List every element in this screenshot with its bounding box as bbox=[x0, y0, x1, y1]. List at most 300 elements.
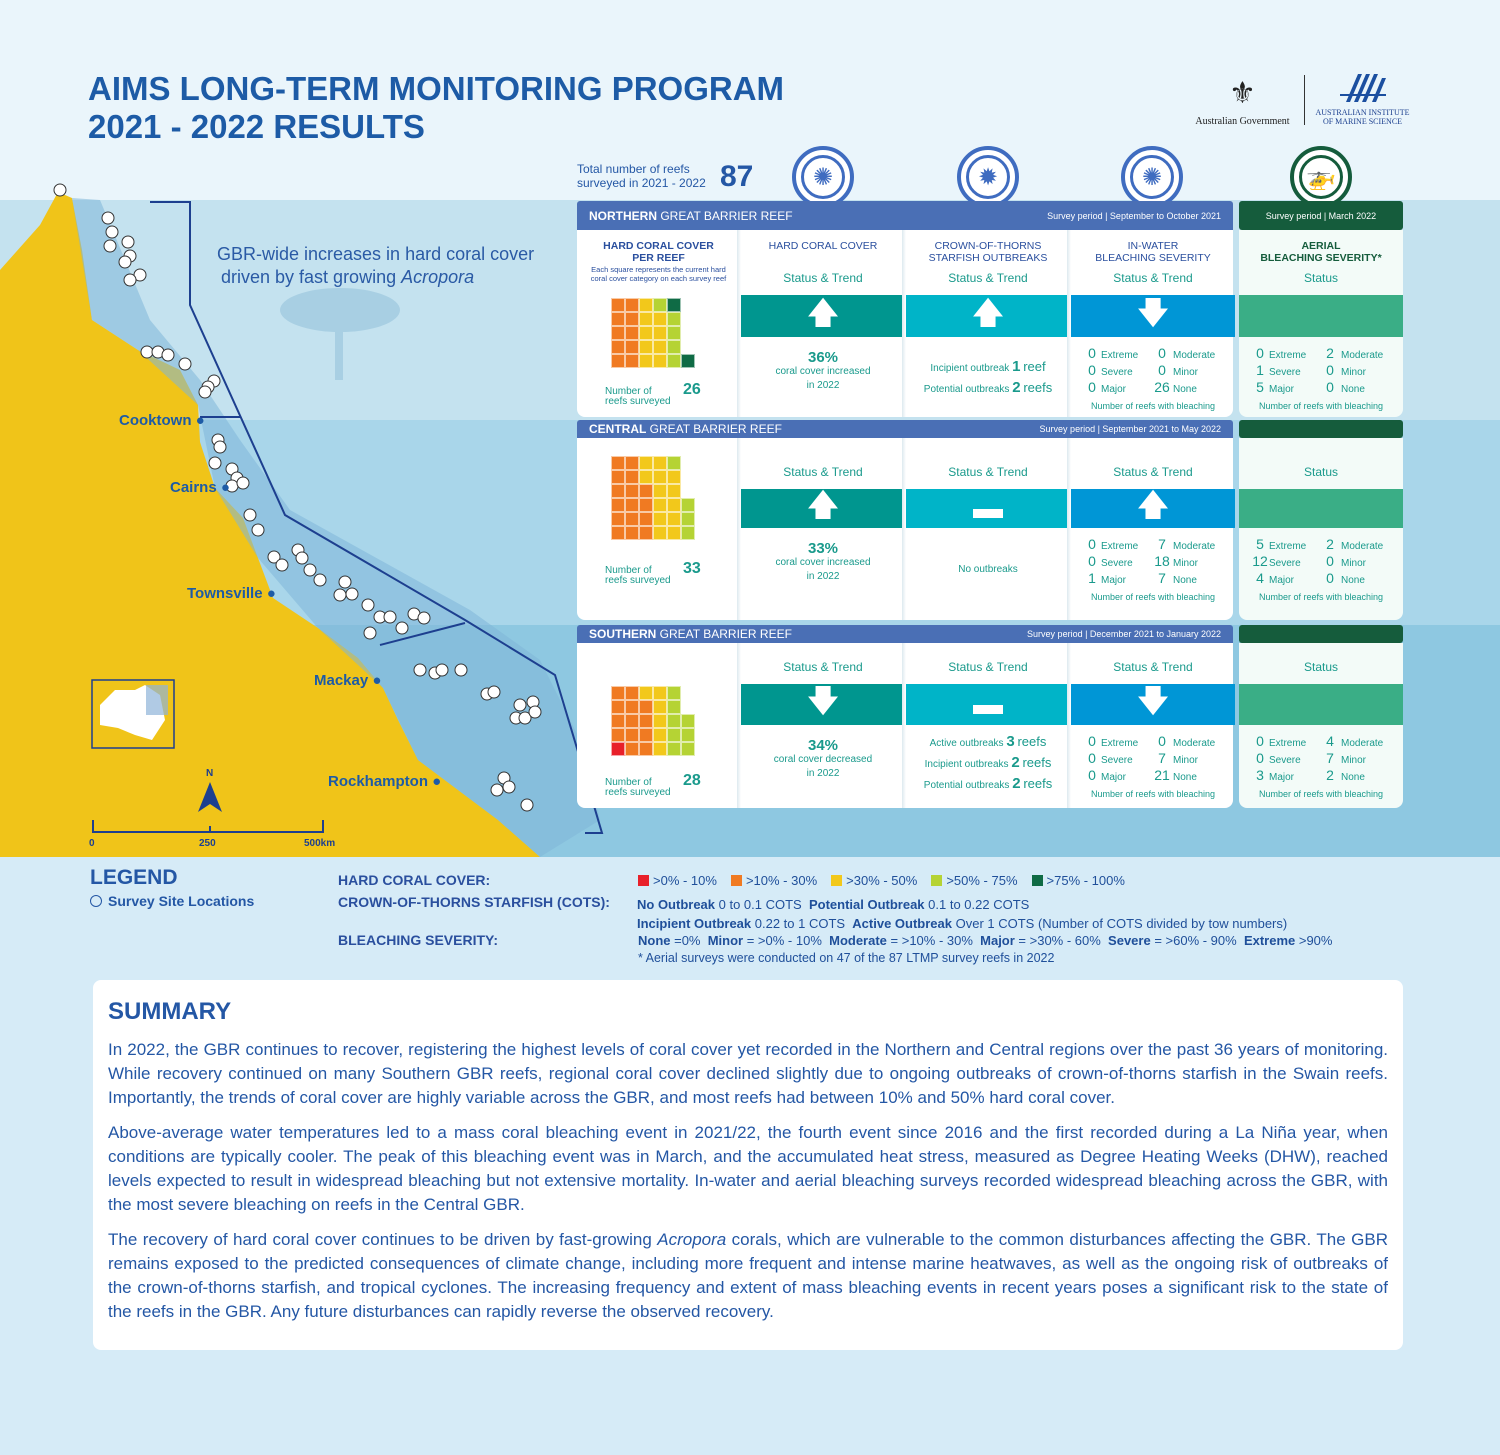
hcc-trend-band bbox=[741, 295, 905, 337]
survey-site-marker[interactable] bbox=[104, 240, 116, 252]
survey-site-marker[interactable] bbox=[491, 784, 503, 796]
hcc-per-reef-note: Each square represents the current hard bbox=[591, 265, 726, 274]
severity-count: 0 bbox=[1158, 362, 1166, 378]
survey-site-marker[interactable] bbox=[214, 441, 226, 453]
aerial-counts bbox=[1251, 345, 1401, 395]
severity-label: Major bbox=[1101, 575, 1127, 586]
hard-coral-icon: ✺ bbox=[792, 146, 854, 208]
coral-cover-square bbox=[653, 742, 667, 756]
cots-line bbox=[906, 381, 1070, 397]
severity-count: 0 bbox=[1158, 345, 1166, 361]
severity-count: 0 bbox=[1256, 750, 1264, 766]
reefs-count: 26 bbox=[683, 381, 701, 398]
aims-wave-icon bbox=[1338, 72, 1388, 106]
coral-cover-square bbox=[667, 526, 681, 540]
cots-line bbox=[906, 756, 1070, 772]
title-line-2: 2021 - 2022 RESULTS bbox=[88, 108, 425, 145]
coral-cover-square bbox=[667, 728, 681, 742]
hcc-value bbox=[741, 739, 905, 781]
legend-hcc-label: >50% - 75% bbox=[946, 873, 1018, 888]
legend-survey-sites: Survey Site Locations bbox=[90, 893, 254, 909]
survey-site-marker[interactable] bbox=[296, 552, 308, 564]
coral-cover-square bbox=[611, 340, 625, 354]
coral-cover-square bbox=[639, 742, 653, 756]
status-label: Status bbox=[1303, 660, 1339, 674]
aerial-counts bbox=[1251, 733, 1401, 783]
cots-text: No outbreaks bbox=[958, 564, 1018, 575]
severity-count: 7 bbox=[1158, 750, 1166, 766]
central-inwater-column bbox=[1071, 438, 1235, 620]
region-name-rest: GREAT BARRIER REEF bbox=[646, 422, 782, 436]
cots-unit: reefs bbox=[1022, 755, 1052, 770]
coral-cover-square bbox=[653, 470, 667, 484]
southern-aerial-header bbox=[1239, 625, 1403, 643]
cots-line bbox=[906, 777, 1070, 793]
cots-unit: reefs bbox=[1023, 776, 1053, 791]
coral-cover-square bbox=[667, 354, 681, 368]
legend-term: Potential Outbreak bbox=[808, 897, 925, 912]
severity-count: 4 bbox=[1326, 733, 1334, 749]
survey-site-marker[interactable] bbox=[102, 212, 114, 224]
coral-cover-square bbox=[625, 686, 639, 700]
legend bbox=[90, 866, 254, 909]
coral-cover-square bbox=[611, 456, 625, 470]
inset-highlight bbox=[146, 685, 168, 715]
coral-cover-square bbox=[611, 700, 625, 714]
survey-site-marker[interactable] bbox=[339, 576, 351, 588]
survey-site-marker[interactable] bbox=[414, 664, 426, 676]
severity-label: Extreme bbox=[1101, 738, 1139, 749]
cots-label: Incipient outbreak bbox=[930, 363, 1010, 374]
scale-label-250: 250 bbox=[199, 838, 216, 849]
legend-term: Minor bbox=[707, 933, 744, 948]
legend-hcc-label: >75% - 100% bbox=[1046, 873, 1125, 888]
coral-cover-square bbox=[625, 298, 639, 312]
coral-cover-square bbox=[625, 484, 639, 498]
severity-count: 0 bbox=[1326, 570, 1334, 586]
legend-hcc-item bbox=[1032, 873, 1125, 888]
survey-site-marker[interactable] bbox=[334, 589, 346, 601]
survey-site-marker[interactable] bbox=[209, 457, 221, 469]
coral-cover-square bbox=[625, 700, 639, 714]
legend-desc: = >30% - 60% bbox=[1014, 933, 1109, 948]
severity-count: 0 bbox=[1088, 379, 1096, 395]
survey-site-marker[interactable] bbox=[418, 612, 430, 624]
summary-card bbox=[93, 980, 1403, 1350]
coral-cover-square bbox=[639, 714, 653, 728]
coral-cover-square bbox=[639, 512, 653, 526]
coral-cover-square bbox=[639, 470, 653, 484]
coral-cover-square bbox=[611, 312, 625, 326]
aerial-counts bbox=[1251, 536, 1401, 586]
helicopter-icon: 🚁 bbox=[1290, 146, 1352, 208]
city-townsville: Townsville ● bbox=[187, 585, 276, 602]
legend-term: Extreme bbox=[1243, 933, 1296, 948]
coral-cover-square bbox=[611, 470, 625, 484]
coral-cover-square bbox=[625, 498, 639, 512]
coral-cover-square bbox=[639, 484, 653, 498]
summary-paragraph: Above-average water temperatures led to a mass coral bleaching event in 2021/22, the fourth event since 2016 and the first recorded during a La Niña year, when conditions are typically cooler. The peak of this bleaching event was in March, and the accumulated heat stress, measured as Degree Heating Weeks (DHW), reached levels expected to result in widespread bleaching but not extensive mortality. In-water and aerial bleaching surveys recorded widespread bleaching across the GBR, with the most severe bleaching on reefs in the Central GBR. bbox=[108, 1123, 1388, 1214]
coral-cover-square bbox=[611, 686, 625, 700]
severity-label: Moderate bbox=[1341, 541, 1384, 552]
status-trend-label: Status & Trend bbox=[1113, 660, 1193, 674]
survey-site-marker[interactable] bbox=[503, 781, 515, 793]
coral-cover-square bbox=[653, 498, 667, 512]
coral-cover-square bbox=[653, 714, 667, 728]
severity-count: 26 bbox=[1154, 379, 1170, 395]
hcc-value bbox=[741, 542, 905, 584]
reefs-count: 33 bbox=[683, 560, 701, 577]
central-coral-grid-column bbox=[577, 438, 740, 620]
northern-hcc-column bbox=[741, 230, 905, 417]
hcc-text: in 2022 bbox=[806, 571, 840, 582]
starfish-icon: ✹ bbox=[957, 146, 1019, 208]
cots-count: 1 bbox=[1012, 358, 1021, 375]
severity-label: Major bbox=[1101, 772, 1127, 783]
northern-region-name bbox=[589, 209, 793, 223]
cots-title: CROWN-OF-THORNS bbox=[934, 240, 1042, 252]
coral-cover-square bbox=[611, 728, 625, 742]
survey-site-marker[interactable] bbox=[488, 686, 500, 698]
australian-government-logo bbox=[1190, 72, 1295, 127]
summary-paragraph: The recovery of hard coral cover continues to be driven by fast-growing Acropora corals, which are vulnerable to the common disturbances affecting the GBR. The GBR remains exposed to the predicted consequences of climate change, including more frequent and intense marine heatwaves, as well as the ongoing risk of outbreaks of the crown-of-thorns starfish, and tropical cyclones. The increasing frequency and extent of mass bleaching events in recent years poses a significant risk to the state of the reefs in the GBR. Any future disturbances can rapidly reverse the observed recovery. bbox=[108, 1230, 1388, 1321]
survey-site-marker[interactable] bbox=[54, 184, 66, 196]
no-change-icon: ▬ bbox=[973, 491, 1003, 525]
coral-cover-square bbox=[611, 354, 625, 368]
arrow-up-icon: 🡅 bbox=[807, 489, 839, 522]
cots-count: 2 bbox=[1012, 379, 1021, 396]
southern-aerial-column bbox=[1239, 643, 1403, 808]
survey-site-marker[interactable] bbox=[436, 664, 448, 676]
severity-count: 0 bbox=[1256, 733, 1264, 749]
coral-cover-square bbox=[681, 728, 695, 742]
coral-cover-square bbox=[667, 484, 681, 498]
cots-trend-band bbox=[906, 684, 1070, 725]
coral-cover-square bbox=[653, 686, 667, 700]
cots-line bbox=[906, 360, 1070, 376]
coral-cover-square bbox=[639, 312, 653, 326]
legend-desc: >90% bbox=[1295, 933, 1333, 948]
coral-cover-square bbox=[611, 498, 625, 512]
legend-desc: =0% bbox=[670, 933, 708, 948]
survey-site-marker[interactable] bbox=[364, 627, 376, 639]
coral-cover-square bbox=[625, 456, 639, 470]
coral-cover-square bbox=[667, 470, 681, 484]
inwater-counts bbox=[1083, 733, 1233, 783]
hcc-title: HARD CORAL COVER bbox=[768, 240, 878, 252]
survey-site-marker[interactable] bbox=[276, 559, 288, 571]
severity-label: Moderate bbox=[1173, 541, 1216, 552]
hcc-per-reef-title: PER REEF bbox=[632, 252, 685, 264]
northern-coral-grid-column bbox=[577, 230, 740, 417]
severity-label: None bbox=[1173, 384, 1197, 395]
survey-site-marker[interactable] bbox=[237, 477, 249, 489]
northern-panel bbox=[577, 230, 1233, 417]
status-trend-label: Status & Trend bbox=[783, 465, 863, 479]
severity-label: Extreme bbox=[1269, 738, 1307, 749]
severity-label: Severe bbox=[1101, 558, 1133, 569]
legend-title: LEGEND bbox=[90, 866, 178, 889]
map-headline-italic: Acropora bbox=[401, 267, 475, 287]
severity-label: Severe bbox=[1269, 755, 1301, 766]
coral-cover-square bbox=[681, 498, 695, 512]
severity-label: Minor bbox=[1173, 755, 1199, 766]
region-name-strong: CENTRAL bbox=[589, 422, 647, 436]
severity-label: None bbox=[1341, 772, 1365, 783]
hcc-percent: 36% bbox=[807, 349, 839, 366]
southern-aerial-panel bbox=[1239, 643, 1403, 808]
scale-label-500: 500km bbox=[304, 838, 336, 849]
hcc-text: in 2022 bbox=[806, 380, 840, 391]
arrow-down-icon: 🡇 bbox=[807, 685, 839, 718]
coral-cover-square bbox=[653, 312, 667, 326]
arrow-down-icon: 🡇 bbox=[1137, 685, 1169, 718]
legend-term: Severe bbox=[1108, 933, 1151, 948]
bleached-coral-icon: ✺ bbox=[1121, 146, 1183, 208]
coral-cover-square bbox=[611, 512, 625, 526]
legend-hcc-item bbox=[831, 873, 917, 888]
legend-swatch bbox=[1032, 875, 1043, 886]
southern-hcc-column bbox=[741, 643, 905, 808]
survey-site-marker[interactable] bbox=[106, 226, 118, 238]
legend-term: Major bbox=[980, 933, 1015, 948]
cots-unit: reef bbox=[1023, 359, 1046, 374]
severity-count: 3 bbox=[1256, 767, 1264, 783]
page-title bbox=[88, 70, 784, 146]
arrow-up-icon: 🡅 bbox=[1137, 489, 1169, 522]
reefs-label: Number of bbox=[605, 565, 652, 576]
aims-logo-line-2: OF MARINE SCIENCE bbox=[1322, 117, 1403, 126]
severity-label: Minor bbox=[1173, 367, 1199, 378]
map-headline bbox=[217, 243, 534, 289]
severity-count: 21 bbox=[1154, 767, 1170, 783]
severity-label: None bbox=[1173, 575, 1197, 586]
northern-region-header bbox=[577, 201, 1233, 230]
coral-cover-square bbox=[667, 340, 681, 354]
central-hcc-column bbox=[741, 438, 905, 620]
severity-count: 4 bbox=[1256, 570, 1264, 586]
coral-cover-square bbox=[667, 456, 681, 470]
total-reefs-value: 87 bbox=[720, 160, 754, 193]
aerial-status-band bbox=[1239, 295, 1403, 337]
coral-cover-square bbox=[653, 340, 667, 354]
inwater-title: BLEACHING SEVERITY bbox=[1095, 252, 1211, 264]
survey-site-marker[interactable] bbox=[162, 349, 174, 361]
bleaching-footer: Number of reefs with bleaching bbox=[1258, 789, 1384, 799]
coral-cover-square bbox=[653, 298, 667, 312]
coral-cover-square bbox=[653, 326, 667, 340]
coral-cover-square bbox=[611, 298, 625, 312]
severity-label: Moderate bbox=[1341, 738, 1384, 749]
survey-site-marker[interactable] bbox=[346, 588, 358, 600]
legend-term: Moderate bbox=[829, 933, 887, 948]
severity-label: Major bbox=[1269, 772, 1295, 783]
bleaching-footer: Number of reefs with bleaching bbox=[1090, 592, 1216, 602]
northern-inwater-column bbox=[1071, 230, 1235, 417]
severity-label: Extreme bbox=[1269, 350, 1307, 361]
severity-count: 0 bbox=[1088, 362, 1096, 378]
cots-trend-band bbox=[906, 295, 1070, 337]
status-trend-label: Status & Trend bbox=[783, 271, 863, 285]
cots-count: 2 bbox=[1012, 775, 1021, 792]
severity-label: Moderate bbox=[1173, 350, 1216, 361]
coral-cover-square bbox=[667, 498, 681, 512]
status-trend-label: Status & Trend bbox=[783, 660, 863, 674]
legend-bleach-label: BLEACHING SEVERITY: bbox=[338, 932, 498, 948]
central-region-header bbox=[577, 420, 1233, 438]
survey-site-marker[interactable] bbox=[529, 706, 541, 718]
severity-count: 0 bbox=[1088, 345, 1096, 361]
severity-count: 2 bbox=[1326, 345, 1334, 361]
cots-count: 3 bbox=[1006, 733, 1015, 750]
survey-site-marker[interactable] bbox=[179, 358, 191, 370]
central-aerial-column bbox=[1239, 438, 1403, 620]
coral-cover-square bbox=[625, 312, 639, 326]
cots-title: STARFISH OUTBREAKS bbox=[928, 252, 1048, 264]
southern-cots-column bbox=[906, 643, 1070, 808]
gov-logo-text: Australian Government bbox=[1195, 116, 1290, 127]
legend-hcc-item bbox=[731, 873, 817, 888]
hcc-trend-band bbox=[741, 489, 905, 528]
survey-site-marker[interactable] bbox=[122, 236, 134, 248]
severity-label: Moderate bbox=[1341, 350, 1384, 361]
coral-cover-square bbox=[653, 512, 667, 526]
summary-title: SUMMARY bbox=[108, 998, 232, 1025]
region-name-strong: NORTHERN bbox=[589, 208, 657, 223]
severity-count: 0 bbox=[1158, 733, 1166, 749]
reefs-surveyed bbox=[605, 560, 701, 586]
survey-site-marker[interactable] bbox=[244, 509, 256, 521]
coat-of-arms-icon: ⚜ bbox=[1229, 77, 1256, 110]
coral-cover-square bbox=[639, 456, 653, 470]
bleaching-footer: Number of reefs with bleaching bbox=[1258, 592, 1384, 602]
coral-cover-square bbox=[639, 728, 653, 742]
survey-period: Survey period | September 2021 to May 2022 bbox=[1039, 424, 1221, 434]
severity-count: 1 bbox=[1256, 362, 1264, 378]
survey-site-marker[interactable] bbox=[199, 386, 211, 398]
legend-swatch bbox=[831, 875, 842, 886]
inwater-title: IN-WATER bbox=[1127, 240, 1179, 252]
survey-site-marker[interactable] bbox=[362, 599, 374, 611]
coral-cover-square bbox=[639, 326, 653, 340]
legend-desc: = >0% - 10% bbox=[743, 933, 830, 948]
aerial-footnote: * Aerial surveys were conducted on 47 of the 87 LTMP survey reefs in 2022 bbox=[638, 951, 1055, 965]
severity-label: Severe bbox=[1269, 367, 1301, 378]
survey-site-marker[interactable] bbox=[314, 574, 326, 586]
legend-desc: 0 to 0.1 COTS bbox=[715, 897, 809, 912]
legend-hcc-label: HARD CORAL COVER: bbox=[338, 872, 491, 888]
legend-hcc-label: >30% - 50% bbox=[846, 873, 918, 888]
summary-paragraph: In 2022, the GBR continues to recover, registering the highest levels of coral cover yet recorded in the Northern and Central regions over the past 36 years of monitoring. While recovery continued on many Southern GBR reefs, regional coral cover declined slightly due to ongoing outbreaks of crown-of-thorns starfish in the Swain reefs. Importantly, the trends of coral cover are highly variable across the GBR, and most reefs had between 10% and 50% hard coral cover. bbox=[108, 1040, 1388, 1107]
coral-cover-square bbox=[639, 498, 653, 512]
coral-cover-square bbox=[625, 470, 639, 484]
cots-label: Incipient outbreaks bbox=[924, 759, 1009, 770]
status-trend-label: Status & Trend bbox=[1113, 271, 1193, 285]
central-aerial-panel bbox=[1239, 438, 1403, 620]
survey-site-marker[interactable] bbox=[455, 664, 467, 676]
severity-label: Major bbox=[1101, 384, 1127, 395]
arrow-up-icon: 🡅 bbox=[807, 296, 839, 330]
severity-count: 0 bbox=[1088, 733, 1096, 749]
coral-cover-square bbox=[653, 526, 667, 540]
aims-logo bbox=[1315, 72, 1410, 126]
scale-label-0: 0 bbox=[89, 838, 95, 849]
legend-hcc-label: >10% - 30% bbox=[745, 873, 818, 888]
coral-cover-square bbox=[667, 512, 681, 526]
severity-count: 0 bbox=[1088, 750, 1096, 766]
survey-site-marker[interactable] bbox=[396, 622, 408, 634]
survey-site-marker[interactable] bbox=[514, 699, 526, 711]
severity-count: 5 bbox=[1256, 379, 1264, 395]
survey-site-marker[interactable] bbox=[521, 799, 533, 811]
coral-cover-square bbox=[625, 512, 639, 526]
legend-hcc-label: >0% - 10% bbox=[653, 873, 717, 888]
survey-period: Survey period | September to October 2021 bbox=[1047, 210, 1221, 221]
bleaching-footer: Number of reefs with bleaching bbox=[1090, 789, 1216, 799]
legend-cots-label: CROWN-OF-THORNS STARFISH (COTS): bbox=[338, 894, 610, 910]
reefs-surveyed bbox=[605, 381, 701, 407]
reefs-surveyed bbox=[605, 772, 701, 798]
hcc-per-reef-note: coral cover category on each survey reef bbox=[590, 274, 727, 283]
severity-label: Major bbox=[1269, 384, 1295, 395]
survey-site-marker[interactable] bbox=[141, 346, 153, 358]
aerial-survey-period: Survey period | March 2022 bbox=[1265, 210, 1377, 221]
legend-hcc-item bbox=[638, 873, 717, 888]
coral-cover-square bbox=[639, 700, 653, 714]
coral-cover-square bbox=[681, 714, 695, 728]
survey-site-marker[interactable] bbox=[252, 524, 264, 536]
city-cooktown: Cooktown ● bbox=[119, 412, 205, 429]
southern-panel bbox=[577, 643, 1233, 808]
reefs-label: Number of bbox=[605, 386, 652, 397]
coral-cover-square bbox=[611, 526, 625, 540]
legend-swatch bbox=[931, 875, 942, 886]
severity-count: 2 bbox=[1326, 536, 1334, 552]
legend-desc: = >60% - 90% bbox=[1150, 933, 1244, 948]
cots-label: Potential outbreaks bbox=[923, 780, 1010, 791]
southern-coral-grid-column bbox=[577, 643, 740, 808]
survey-site-marker[interactable] bbox=[124, 274, 136, 286]
severity-count: 0 bbox=[1088, 536, 1096, 552]
coral-cover-square bbox=[611, 714, 625, 728]
hcc-text: coral cover increased bbox=[775, 366, 871, 377]
inwater-trend-band bbox=[1071, 684, 1235, 725]
southern-inwater-column bbox=[1071, 643, 1235, 808]
severity-count: 7 bbox=[1158, 536, 1166, 552]
coral-cover-square bbox=[667, 326, 681, 340]
cots-label: Potential outbreaks bbox=[923, 384, 1010, 395]
status-trend-label: Status & Trend bbox=[1113, 465, 1193, 479]
severity-label: Severe bbox=[1269, 558, 1301, 569]
coral-cover-square bbox=[611, 484, 625, 498]
region-name-strong: SOUTHERN bbox=[589, 627, 657, 641]
coral-cover-square bbox=[639, 298, 653, 312]
city-cairns: Cairns ● bbox=[170, 479, 230, 496]
legend-desc: 0.1 to 0.22 COTS bbox=[924, 897, 1030, 912]
coral-cover-square bbox=[681, 526, 695, 540]
aerial-title: AERIAL bbox=[1301, 240, 1341, 252]
coral-cover-square bbox=[653, 728, 667, 742]
survey-site-marker[interactable] bbox=[384, 611, 396, 623]
survey-period: Survey period | December 2021 to January 2022 bbox=[1027, 629, 1221, 639]
legend-cots-items bbox=[637, 895, 1377, 933]
coral-cover-square bbox=[681, 512, 695, 526]
survey-site-marker[interactable] bbox=[304, 564, 316, 576]
legend-swatch bbox=[731, 875, 742, 886]
survey-site-marker[interactable] bbox=[119, 256, 131, 268]
hcc-per-reef-title: HARD CORAL COVER bbox=[603, 240, 714, 252]
central-region-name bbox=[589, 422, 782, 436]
